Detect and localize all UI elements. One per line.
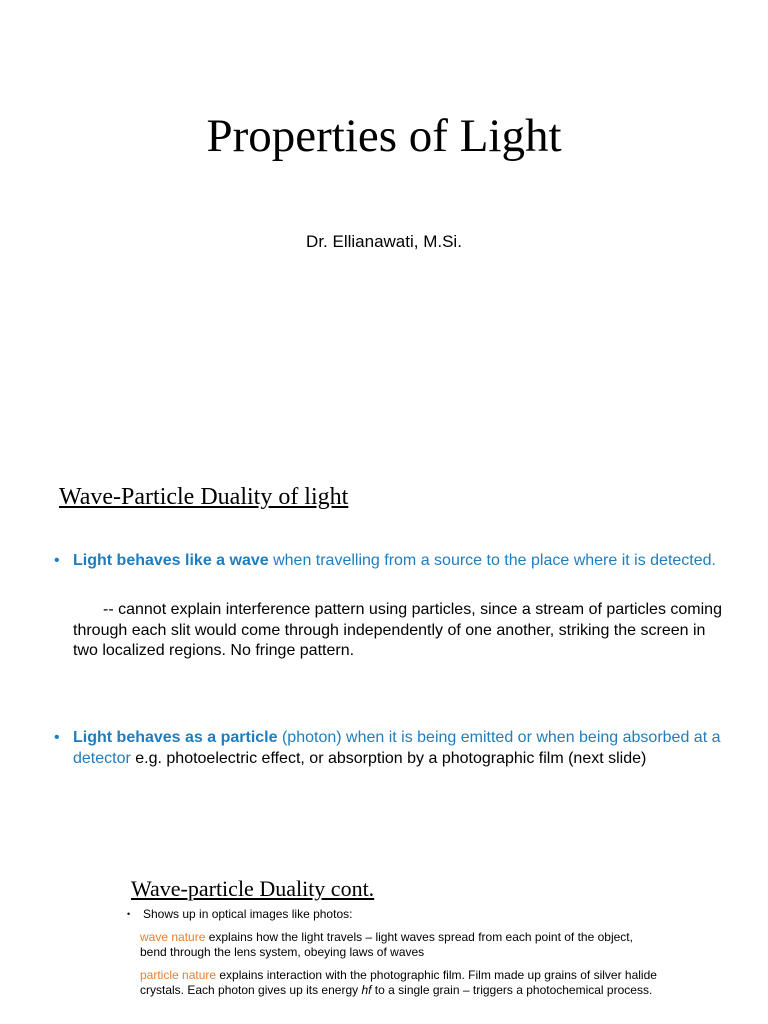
bullet-wave-bold: Light behaves like a wave [73,552,269,569]
slide2-heading: Wave-Particle Duality of light [59,484,349,510]
bullet-wave [54,551,723,572]
bullet-optical-images-text: Shows up in optical images like photos: [143,907,353,921]
bullet-optical-images [127,906,352,922]
bullet-particle-blue-text: (photon) when it is being emitted or when being absorbed at a detector [73,729,721,767]
slide-title [0,0,768,432]
bullet-marker: • [127,909,131,919]
bullet-marker: • [54,552,60,569]
particle-nature-paragraph [140,968,660,999]
slide-author: Dr. Ellianawati, M.Si. [306,232,462,251]
bullet-particle [54,728,723,769]
bullet-particle-text: e.g. photoelectric effect, or absorption by a photographic film (next slide) [130,749,647,767]
particle-nature-text-b: to a single grain – triggers a photochemical process. [371,983,653,998]
bullet-wave-explanation [73,600,723,662]
slide-wave-particle [0,432,768,864]
wave-nature-text: explains how the light travels – light waves spread from each point of the object, bend through the lens system, obeying laws of waves [140,930,633,960]
bullet-marker: • [54,729,60,746]
particle-nature-text-a: explains interaction with the photographic film. Film made up grains of silver halide crystals. Each photon gives up its energy [140,968,657,998]
slide-duality-cont [0,864,768,1024]
bullet-wave-text: when travelling from a source to the place where it is detected. [268,552,716,569]
bullet-particle-bold: Light behaves as a particle [73,729,278,746]
wave-nature-paragraph [140,930,660,961]
slide3-heading: Wave-particle Duality cont. [131,876,375,901]
bullet-wave-explanation-text: -- cannot explain interference pattern using particles, since a stream of particles coming through each slit would come through independently of one another, striking the screen in two localized regions. No fringe pattern. [73,601,722,659]
particle-nature-label: particle nature [140,968,217,982]
hf-symbol: hf [361,983,372,998]
slide-title-heading: Properties of Light [206,110,562,162]
wave-nature-label: wave nature [140,930,206,944]
